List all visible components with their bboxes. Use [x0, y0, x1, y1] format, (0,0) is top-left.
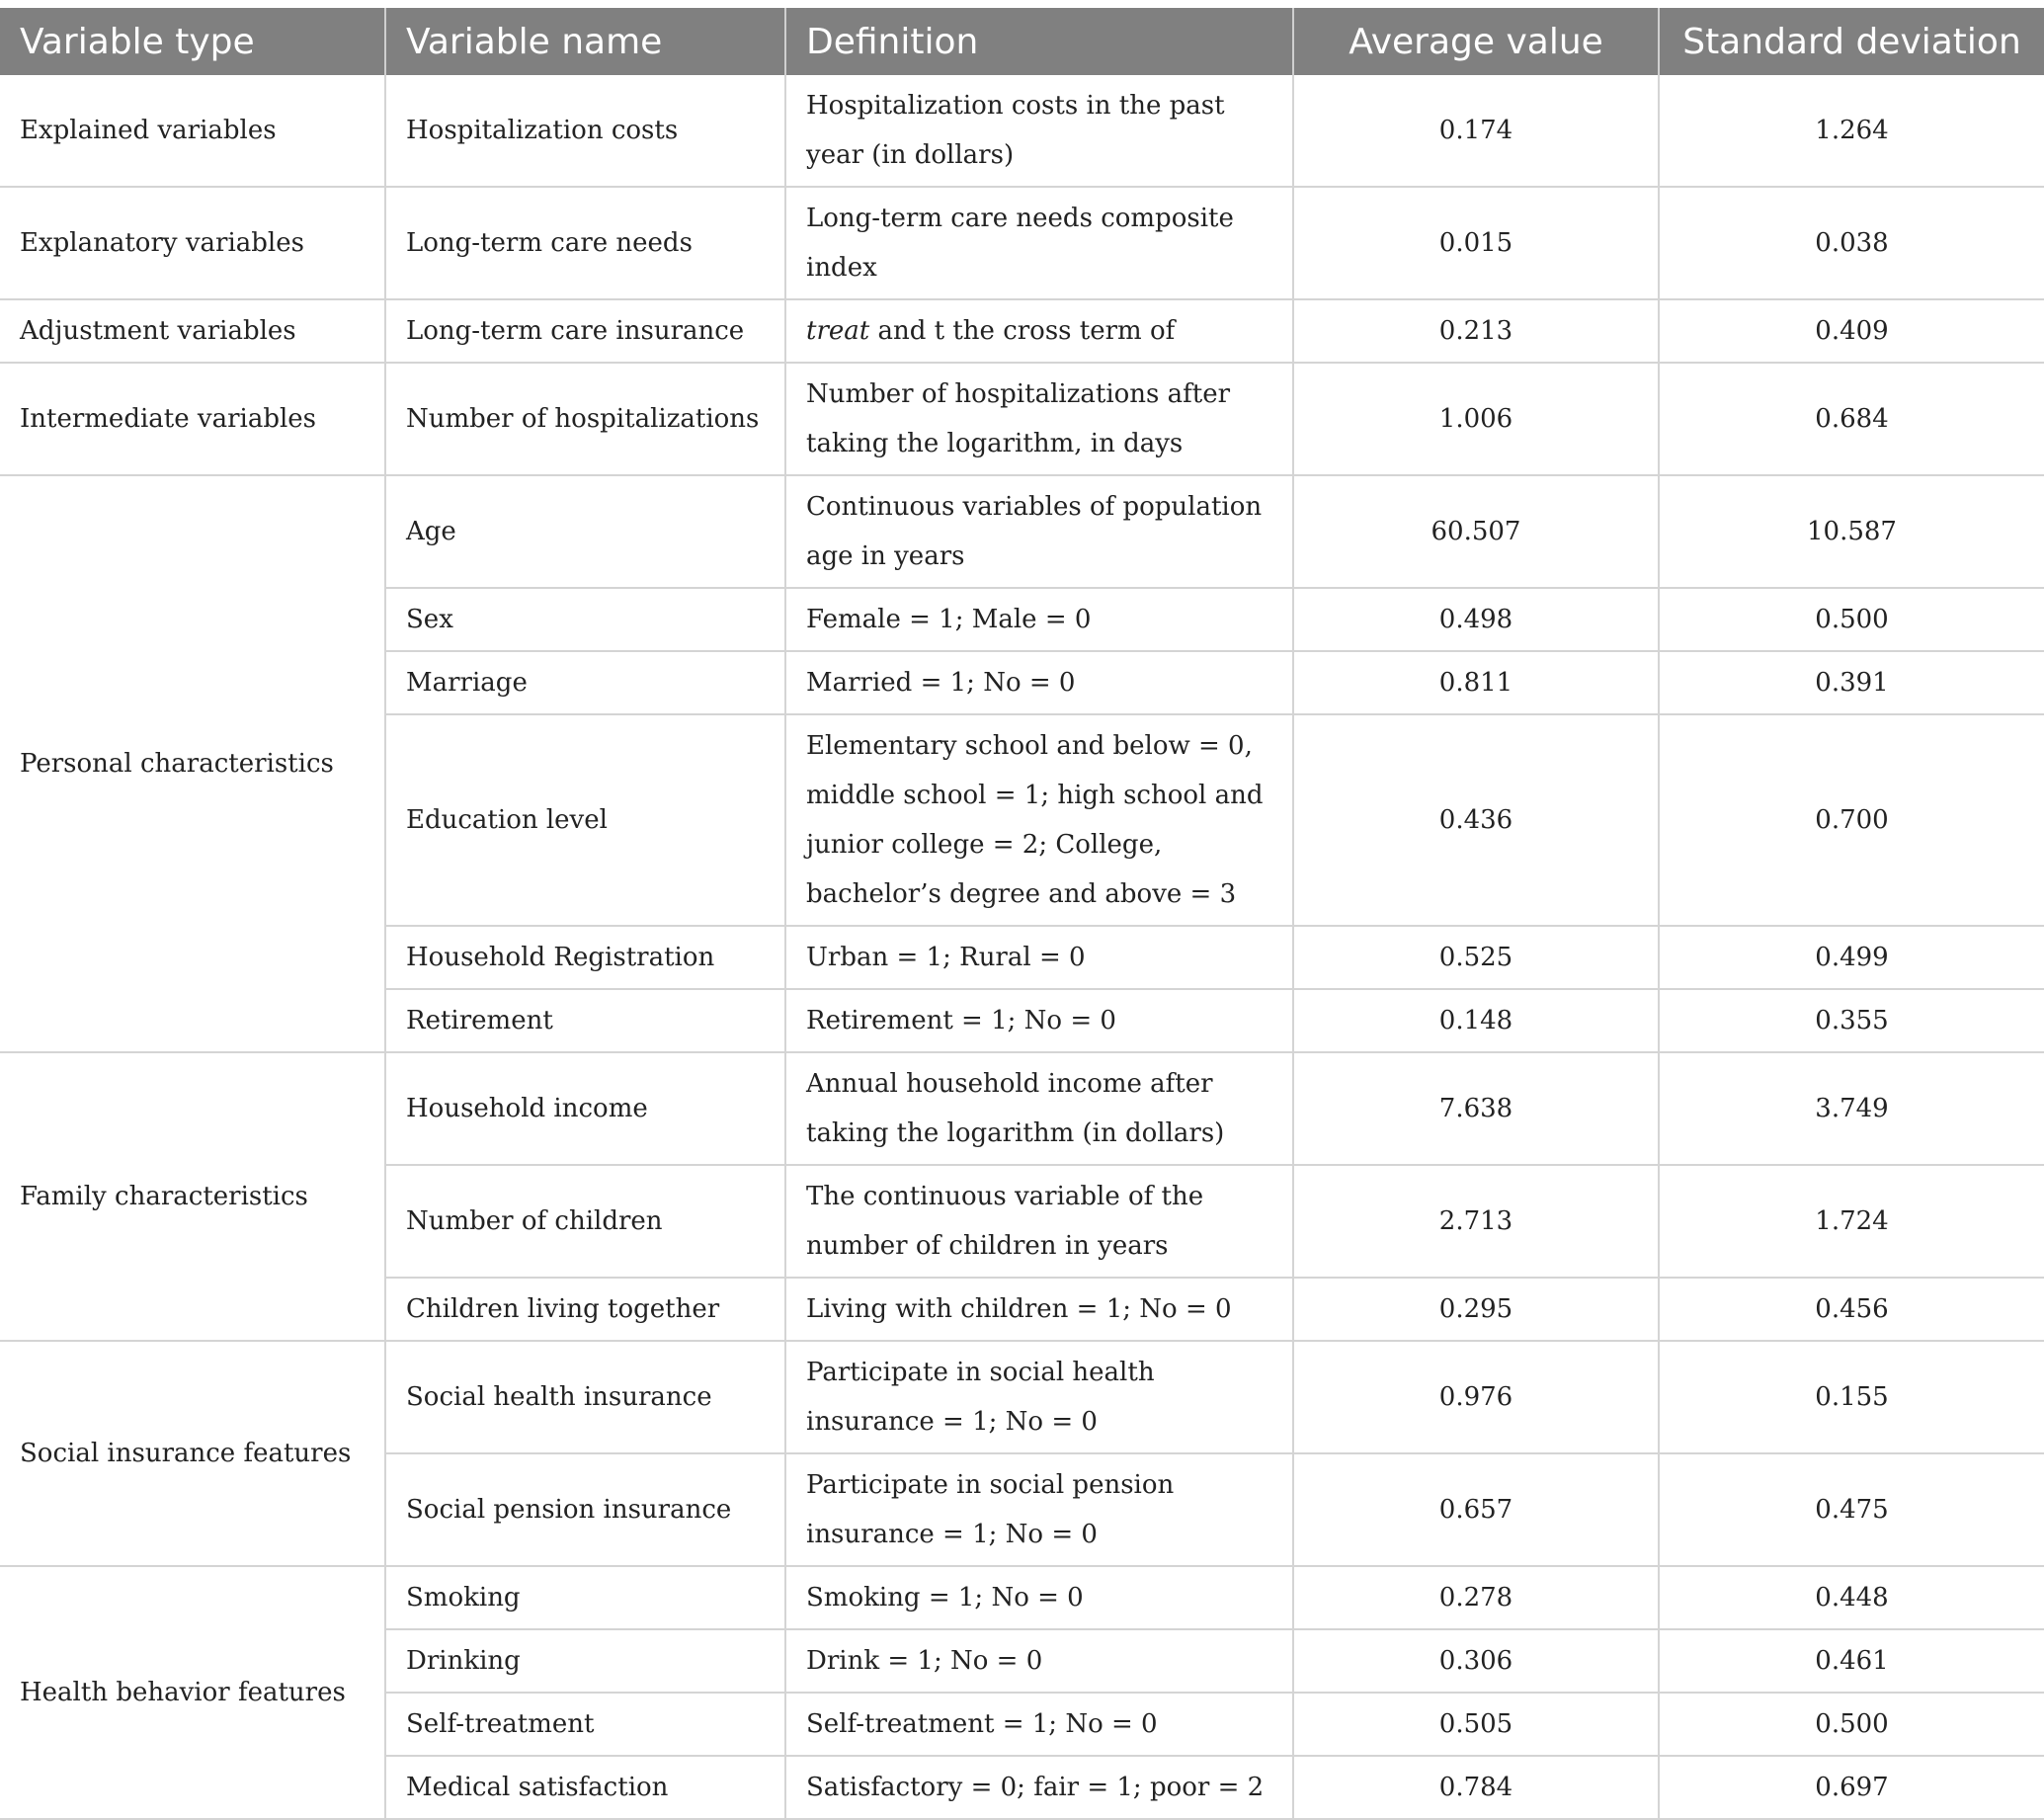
definition-cell	[785, 299, 1293, 363]
variable-name-cell: Social health insurance	[385, 1341, 785, 1453]
definition-cell: Married = 1; No = 0	[785, 651, 1293, 714]
definition-cell: Living with children = 1; No = 0	[785, 1278, 1293, 1341]
standard-deviation-cell: 0.684	[1659, 363, 2044, 475]
standard-deviation-cell: 3.749	[1659, 1052, 2044, 1165]
variable-type-cell: Explained variables	[0, 75, 385, 187]
variable-name-cell: Age	[385, 475, 785, 588]
table-row	[0, 363, 2044, 475]
variable-name-cell: Long-term care insurance	[385, 299, 785, 363]
standard-deviation-cell: 0.355	[1659, 989, 2044, 1052]
standard-deviation-cell: 1.724	[1659, 1165, 2044, 1278]
average-value-cell: 0.436	[1293, 714, 1659, 926]
average-value-cell: 0.811	[1293, 651, 1659, 714]
variable-name-cell: Retirement	[385, 989, 785, 1052]
average-value-cell: 0.174	[1293, 75, 1659, 187]
standard-deviation-cell: 0.461	[1659, 1629, 2044, 1693]
variable-type-cell: Family characteristics	[0, 1052, 385, 1341]
average-value-cell: 7.638	[1293, 1052, 1659, 1165]
variable-type-cell: Explanatory variables	[0, 187, 385, 299]
variable-name-cell: Number of children	[385, 1165, 785, 1278]
table-header	[0, 8, 2044, 75]
definition-cell: Drink = 1; No = 0	[785, 1629, 1293, 1693]
standard-deviation-cell: 0.456	[1659, 1278, 2044, 1341]
definition-cell: Self-treatment = 1; No = 0	[785, 1693, 1293, 1756]
definition-cell: Smoking = 1; No = 0	[785, 1566, 1293, 1629]
definition-cell: Annual household income after taking the logarithm (in dollars)	[785, 1052, 1293, 1165]
definition-cell: Long-term care needs composite index	[785, 187, 1293, 299]
average-value-cell: 0.306	[1293, 1629, 1659, 1693]
table-row	[0, 187, 2044, 299]
standard-deviation-cell: 0.500	[1659, 1693, 2044, 1756]
variable-type-cell: Personal characteristics	[0, 475, 385, 1052]
variable-name-cell: Drinking	[385, 1629, 785, 1693]
definition-cell: Hospitalization costs in the past year (in dollars)	[785, 75, 1293, 187]
definition-cell: Satisfactory = 0; fair = 1; poor = 2	[785, 1756, 1293, 1819]
definition-cell: The continuous variable of the number of children in years	[785, 1165, 1293, 1278]
standard-deviation-cell: 1.264	[1659, 75, 2044, 187]
standard-deviation-cell: 0.448	[1659, 1566, 2044, 1629]
variable-name-cell: Education level	[385, 714, 785, 926]
average-value-cell: 0.498	[1293, 588, 1659, 651]
average-value-cell: 0.213	[1293, 299, 1659, 363]
standard-deviation-cell: 0.499	[1659, 926, 2044, 989]
standard-deviation-cell: 0.409	[1659, 299, 2044, 363]
table-row	[0, 75, 2044, 187]
variable-type-cell: Social insurance features	[0, 1341, 385, 1566]
definition-text: and t the cross term of	[869, 316, 1176, 346]
standard-deviation-cell: 0.391	[1659, 651, 2044, 714]
variable-name-cell: Self-treatment	[385, 1693, 785, 1756]
average-value-cell: 0.784	[1293, 1756, 1659, 1819]
variable-name-cell: Children living together	[385, 1278, 785, 1341]
average-value-cell: 60.507	[1293, 475, 1659, 588]
table-row	[0, 475, 2044, 588]
standard-deviation-cell: 0.700	[1659, 714, 2044, 926]
average-value-cell: 0.015	[1293, 187, 1659, 299]
definition-italic-term: treat	[806, 316, 870, 346]
standard-deviation-cell: 10.587	[1659, 475, 2044, 588]
variable-name-cell: Household Registration	[385, 926, 785, 989]
table-body	[0, 75, 2044, 1819]
variable-name-cell: Marriage	[385, 651, 785, 714]
header-definition: Definition	[785, 8, 1293, 75]
definition-cell: Urban = 1; Rural = 0	[785, 926, 1293, 989]
variable-name-cell: Household income	[385, 1052, 785, 1165]
average-value-cell: 2.713	[1293, 1165, 1659, 1278]
average-value-cell: 0.525	[1293, 926, 1659, 989]
standard-deviation-cell: 0.500	[1659, 588, 2044, 651]
definition-cell: Female = 1; Male = 0	[785, 588, 1293, 651]
standard-deviation-cell: 0.038	[1659, 187, 2044, 299]
header-average-value: Average value	[1293, 8, 1659, 75]
table-row	[0, 299, 2044, 363]
variable-name-cell: Medical satisfaction	[385, 1756, 785, 1819]
average-value-cell: 0.295	[1293, 1278, 1659, 1341]
header-variable-type: Variable type	[0, 8, 385, 75]
variable-name-cell: Number of hospitalizations	[385, 363, 785, 475]
average-value-cell: 0.976	[1293, 1341, 1659, 1453]
variable-type-cell: Intermediate variables	[0, 363, 385, 475]
header-standard-deviation: Standard deviation	[1659, 8, 2044, 75]
average-value-cell: 0.148	[1293, 989, 1659, 1052]
variables-table	[0, 8, 2044, 1820]
average-value-cell: 1.006	[1293, 363, 1659, 475]
header-variable-name: Variable name	[385, 8, 785, 75]
variable-name-cell: Social pension insurance	[385, 1453, 785, 1566]
table-row	[0, 1341, 2044, 1453]
standard-deviation-cell: 0.475	[1659, 1453, 2044, 1566]
standard-deviation-cell: 0.697	[1659, 1756, 2044, 1819]
definition-cell: Participate in social health insurance = 1; No = 0	[785, 1341, 1293, 1453]
definition-cell: Retirement = 1; No = 0	[785, 989, 1293, 1052]
table-row	[0, 1566, 2044, 1629]
average-value-cell: 0.505	[1293, 1693, 1659, 1756]
definition-cell: Participate in social pension insurance = 1; No = 0	[785, 1453, 1293, 1566]
variable-name-cell: Sex	[385, 588, 785, 651]
variable-name-cell: Hospitalization costs	[385, 75, 785, 187]
variable-name-cell: Long-term care needs	[385, 187, 785, 299]
definition-cell: Continuous variables of population age in years	[785, 475, 1293, 588]
variable-type-cell: Health behavior features	[0, 1566, 385, 1819]
average-value-cell: 0.278	[1293, 1566, 1659, 1629]
variable-type-cell: Adjustment variables	[0, 299, 385, 363]
definition-cell: Number of hospitalizations after taking the logarithm, in days	[785, 363, 1293, 475]
definition-cell: Elementary school and below = 0, middle school = 1; high school and junior college = 2; College, bachelor’s degree and above = 3	[785, 714, 1293, 926]
variable-name-cell: Smoking	[385, 1566, 785, 1629]
standard-deviation-cell: 0.155	[1659, 1341, 2044, 1453]
table-row	[0, 1052, 2044, 1165]
average-value-cell: 0.657	[1293, 1453, 1659, 1566]
